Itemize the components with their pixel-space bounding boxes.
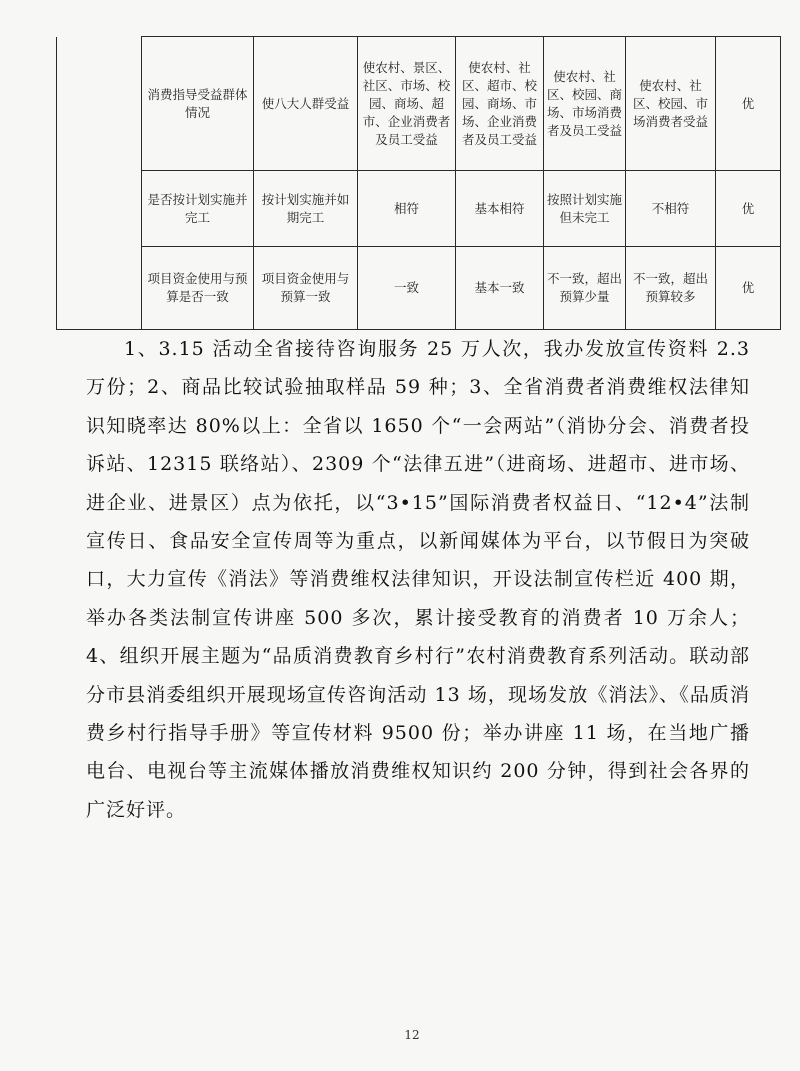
level-b-cell: 基本一致 <box>456 247 544 330</box>
level-a-cell: 相符 <box>358 171 456 247</box>
body-text <box>86 330 750 829</box>
table-row <box>57 247 781 330</box>
indicator-cell: 项目资金使用与预算是否一致 <box>142 247 254 330</box>
table-row <box>57 37 781 171</box>
level-d-cell: 不一致，超出预算较多 <box>626 247 716 330</box>
level-c-cell: 不一致，超出预算少量 <box>544 247 626 330</box>
page-number: 12 <box>404 1028 420 1042</box>
standard-cell: 按计划实施并如期完工 <box>254 171 358 247</box>
category-cell <box>57 37 142 330</box>
body-paragraph: 1、3.15 活动全省接待咨询服务 25 万人次，我办发放宣传资料 2.3 万份；2、商品比较试验抽取样品 59 种；3、全省消费者消费维权法律知识知晓率达 80%以上：全省以 1650 个“一会两站”（消协分会、消费者投诉站、12315 联络站）、2309 个“法律五进”（进商场、进超市、进市场、进企业、进景区）点为依托，以“3•15”国际消费者权益日、“12•4”法制宣传日、食品安全宣传周等为重点，以新闻媒体为平台，以节假日为突破口，大力宣传《消法》等消费维权法律知识，开设法制宣传栏近 400 期，举办各类法制宣传讲座 500 多次，累计接受教育的消费者 10 万余人；4、组织开展主题为“品质消费教育乡村行”农村消费教育系列活动。联动部分市县消委组织开展现场宣传咨询活动 13 场，现场发放《消法》、《品质消费乡村行指导手册》等宣传材料 9500 份；举办讲座 11 场，在当地广播电台、电视台等主流媒体播放消费维权知识约 200 分钟，得到社会各界的广泛好评。 <box>86 338 750 821</box>
level-a-cell: 使农村、景区、社区、市场、校园、商场、超市、企业消费者及员工受益 <box>358 37 456 171</box>
level-b-cell: 基本相符 <box>456 171 544 247</box>
level-d-cell: 不相符 <box>626 171 716 247</box>
level-c-cell: 使农村、社区、校园、商场、市场消费者及员工受益 <box>544 37 626 171</box>
standard-cell: 项目资金使用与预算一致 <box>254 247 358 330</box>
result-cell: 优 <box>716 171 781 247</box>
indicator-cell: 消费指导受益群体情况 <box>142 37 254 171</box>
level-d-cell: 使农村、社区、校园、市场消费者受益 <box>626 37 716 171</box>
level-c-cell: 按照计划实施但未完工 <box>544 171 626 247</box>
evaluation-table <box>56 36 781 330</box>
standard-cell: 使八大人群受益 <box>254 37 358 171</box>
level-b-cell: 使农村、社区、超市、校园、商场、市场、企业消费者及员工受益 <box>456 37 544 171</box>
level-a-cell: 一致 <box>358 247 456 330</box>
indicator-cell: 是否按计划实施并完工 <box>142 171 254 247</box>
result-cell: 优 <box>716 247 781 330</box>
result-cell: 优 <box>716 37 781 171</box>
table-row <box>57 171 781 247</box>
